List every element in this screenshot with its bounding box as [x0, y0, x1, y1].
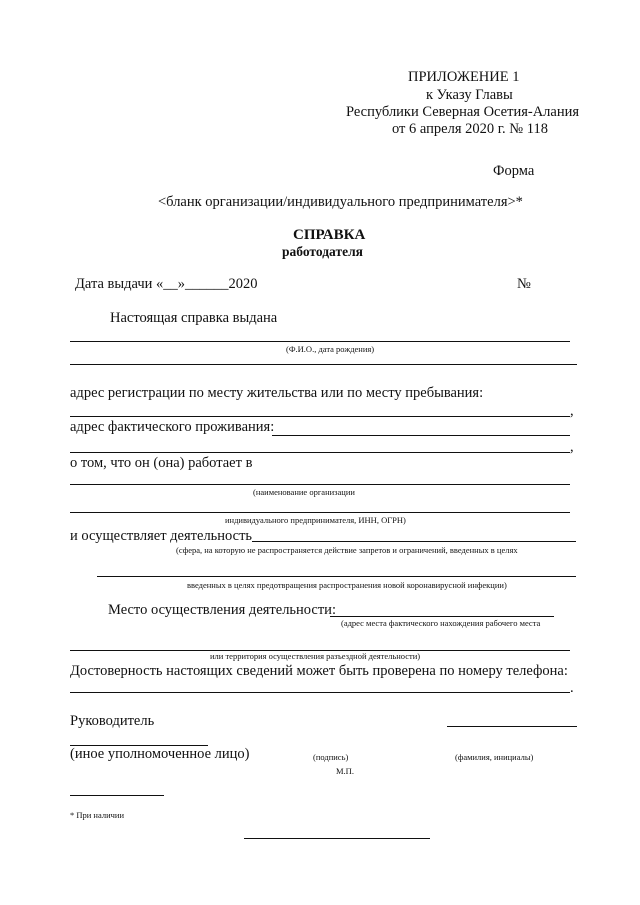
activity-line: [252, 541, 576, 542]
address-fact-label: адрес фактического проживания:: [70, 419, 275, 435]
bottom-rule: [244, 838, 430, 839]
activity-line-2: [97, 576, 576, 577]
phone-label: Достоверность настоящих сведений может быть проверена по номеру телефона:: [70, 663, 568, 679]
footnote: * При наличии: [70, 810, 124, 820]
fio-caption: (Ф.И.О., дата рождения): [286, 344, 375, 354]
works-at-label: о том, что он (она) работает в: [70, 455, 253, 471]
comma-1: ,: [570, 403, 574, 419]
address-reg-line: [70, 416, 570, 417]
comma-2: ,: [570, 439, 574, 455]
authorized-label: (иное уполномоченное лицо): [70, 746, 250, 762]
document-title: СПРАВКА: [293, 227, 366, 243]
ip-caption: индивидуального предпринимателя, ИНН, ОГРН): [225, 515, 406, 525]
footnote-divider: [70, 795, 164, 796]
territory-caption: или территория осуществления разъездной деятельности): [210, 651, 421, 661]
address-fact-line: [272, 435, 570, 436]
sphere-caption: (сфера, на которую не распространяется действие запретов и ограничений, введенных в целях: [176, 545, 518, 555]
document-subtitle: работодателя: [282, 244, 363, 259]
header-line-1: ПРИЛОЖЕНИЕ 1: [408, 69, 520, 85]
header-line-3: Республики Северная Осетия-Алания: [346, 104, 580, 120]
place-line: [330, 616, 554, 617]
fio-line: [70, 341, 570, 342]
issued-to-label: Настоящая справка выдана: [110, 310, 278, 326]
issue-date-label: Дата выдачи «__»______2020: [75, 276, 258, 292]
covid-caption: введенных в целях предотвращения распространения новой коронавирусной инфекции): [187, 580, 507, 590]
place-label: Место осуществления деятельности:: [108, 602, 336, 618]
number-label: №: [517, 276, 531, 292]
signature-caption: (подпись): [313, 752, 349, 762]
address-fact-line-2: [70, 452, 570, 453]
header-line-4: от 6 апреля 2020 г. № 118: [392, 121, 548, 137]
org-caption: (наименование организации: [253, 487, 355, 497]
form-label: Форма: [493, 163, 535, 179]
address-reg-label: адрес регистрации по месту жительства или по месту пребывания:: [70, 385, 484, 401]
blank-label: <бланк организации/индивидуального предпринимателя>*: [158, 194, 523, 210]
head-label: Руководитель: [70, 713, 155, 729]
ip-line: [70, 512, 570, 513]
org-line: [70, 484, 570, 485]
name-line: [447, 726, 577, 727]
activity-label: и осуществляет деятельность: [70, 528, 253, 544]
header-line-2: к Указу Главы: [426, 87, 513, 103]
separator-line-1: [70, 364, 577, 365]
stamp-caption: М.П.: [336, 766, 354, 776]
phone-line: [70, 692, 570, 693]
name-caption: (фамилия, инициалы): [455, 752, 534, 762]
place-caption: (адрес места фактического нахождения рабочего места: [341, 618, 541, 628]
period-mark: .: [570, 680, 574, 696]
